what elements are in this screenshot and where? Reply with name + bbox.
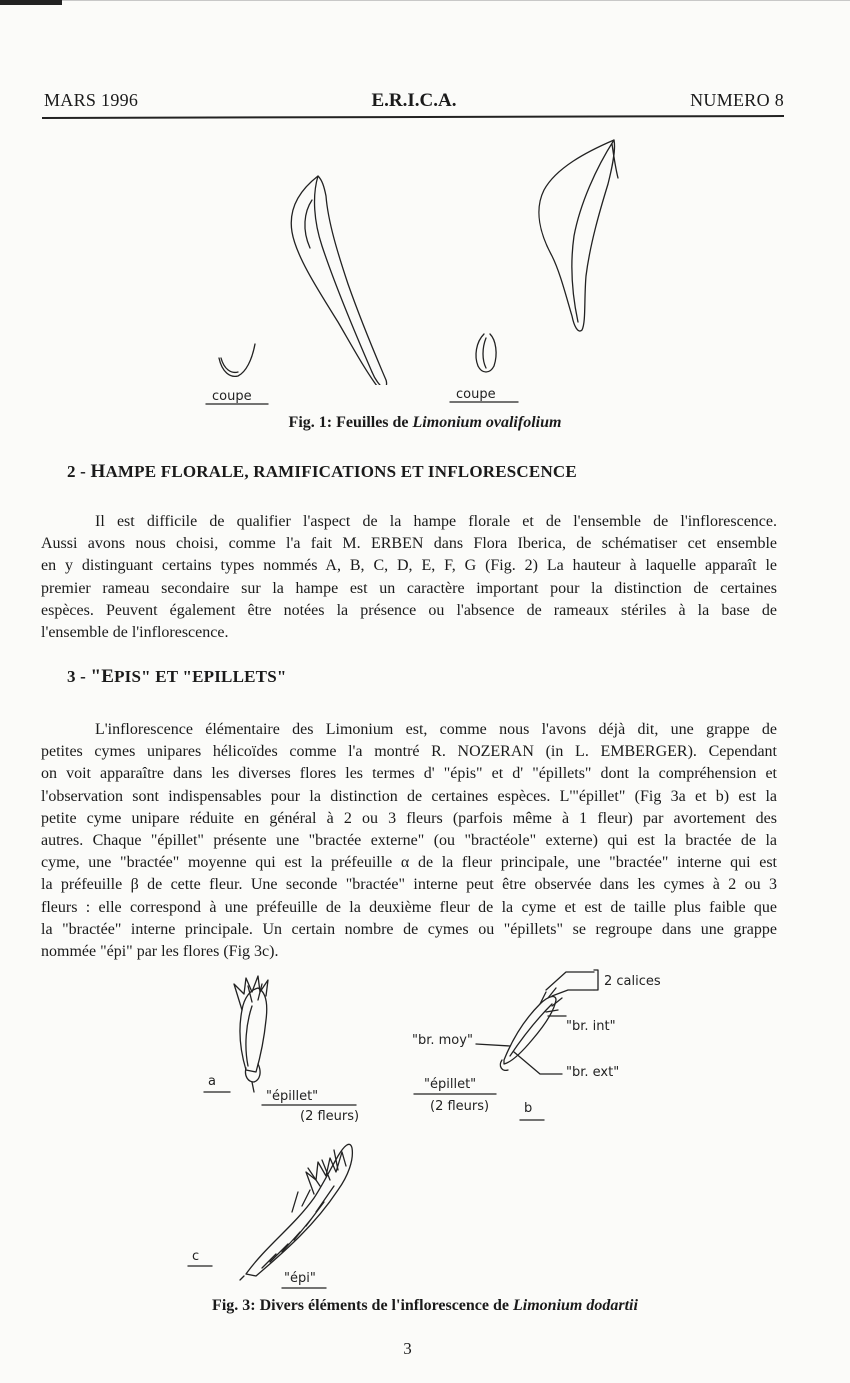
fig3-label-b: b [524,1101,533,1116]
scan-edge [0,0,850,1]
figure-1-caption: Fig. 1: Feuilles de Limonium ovalifolium [288,414,562,431]
epi-label: "épi" [284,1271,316,1286]
figure-3-drawing [0,965,850,1295]
fleurs-b-label: (2 fleurs) [430,1099,490,1114]
section-3-paragraph [41,719,777,963]
section-2-paragraph [41,511,777,644]
paragraph-line: nommée "épi" par les flores (Fig 3c). [41,943,279,961]
figure-3-caption: Fig. 3: Divers éléments de l'inflorescence de Limonium dodartii [212,1297,638,1314]
page-number: 3 [403,1339,412,1358]
coupe-label-right: coupe [456,387,496,402]
paragraph-line: cyme, une "bractée" moyenne qui est la préfeuille α de la fleur principale, une "bractée" interne qui est [41,854,777,872]
paragraph-line: Aussi avons nous choisi, comme l'a fait M. ERBEN dans Flora Iberica, de schématiser cet ensemble [41,535,777,553]
leaf-right [539,140,615,331]
br-ext-label: "br. ext" [566,1065,620,1080]
paragraph-line: Il est difficile de qualifier l'aspect de la hampe florale et de l'ensemble de l'inflorescence. [95,513,777,530]
leaf-left [291,176,386,385]
paragraph-line: en y distinguant certains types nommés A, B, C, D, E, F, G (Fig. 2) La hauteur à laquelle apparaît le [41,557,777,575]
header-rule [42,115,784,119]
paragraph-line: espèces. Peuvent également être notées la présence ou l'absence de rameaux stériles à la base de [41,601,777,619]
calices-label: 2 calices [604,974,661,989]
issue-number: NUMERO 8 [690,90,784,110]
section-3-heading: 3 - "EPIS" ET "EPILLETS" [67,666,287,687]
coupe-label-left: coupe [212,389,252,404]
br-int-label: "br. int" [566,1019,616,1034]
paragraph-line: l'ensemble de l'inflorescence. [41,624,229,642]
epillet-a-sketch [234,976,268,1092]
paragraph-line: petite cyme unipare réduite en général à 2 ou 3 fleurs (parfois même à 1 fleur) par avortement des [41,809,777,827]
journal-title: E.R.I.C.A. [371,90,457,111]
fig3-label-a: a [208,1074,216,1089]
section-2-heading: 2 - HAMPE FLORALE, RAMIFICATIONS ET INFLORESCENCE [67,461,577,482]
paragraph-line: l'observation sont indispensables pour la distinction de certaines espèces. L'"épillet" (Fig 3a et b) est la [41,787,777,805]
epillet-b-label: "épillet" [424,1077,477,1092]
scan-mark [0,0,62,5]
figure-1-drawing [0,135,850,385]
paragraph-line: L'inflorescence élémentaire des Limonium est, comme nous l'avons déjà dit, une grappe de [95,721,777,738]
paragraph-line: on voit apparaître dans les diverses flores les termes d' "épis" et d' "épillets" dont la compréhension et [41,765,777,783]
epi-c-sketch [240,1144,352,1280]
paragraph-line: premier rameau secondaire sur la hampe est un caractère important pour la distinction de certaines [41,579,777,597]
page-header [44,90,784,114]
paragraph-line: fleurs : elle correspond à une préfeuille de la deuxième fleur de la cyme et est de taille plus faible que [41,898,777,916]
paragraph-line: la préfeuille β de cette fleur. Une seconde "bractée" interne peut être observée dans les cymes à 2 ou 3 [41,876,777,894]
br-moy-label: "br. moy" [412,1033,473,1048]
paragraph-line: la "bractée" interne principale. Un certain nombre de cymes ou "épillets" se regroupe dans une grappe [41,920,777,938]
fig3-label-c: c [192,1249,200,1264]
paragraph-line: petites cymes unipares hélicoïdes comme l'a montré R. NOZERAN (in L. EMBERGER). Cependant [41,743,777,761]
paragraph-line: autres. Chaque "épillet" présente une "bractée externe" (ou "bractéole" externe) qui est la bractée de la [41,832,777,850]
epillet-a-label: "épillet" [266,1089,319,1104]
header-date: MARS 1996 [44,90,139,110]
figure-1-labels [0,378,850,418]
fleurs-a-label: (2 fleurs) [300,1109,360,1124]
leaf-section-left [219,344,255,376]
